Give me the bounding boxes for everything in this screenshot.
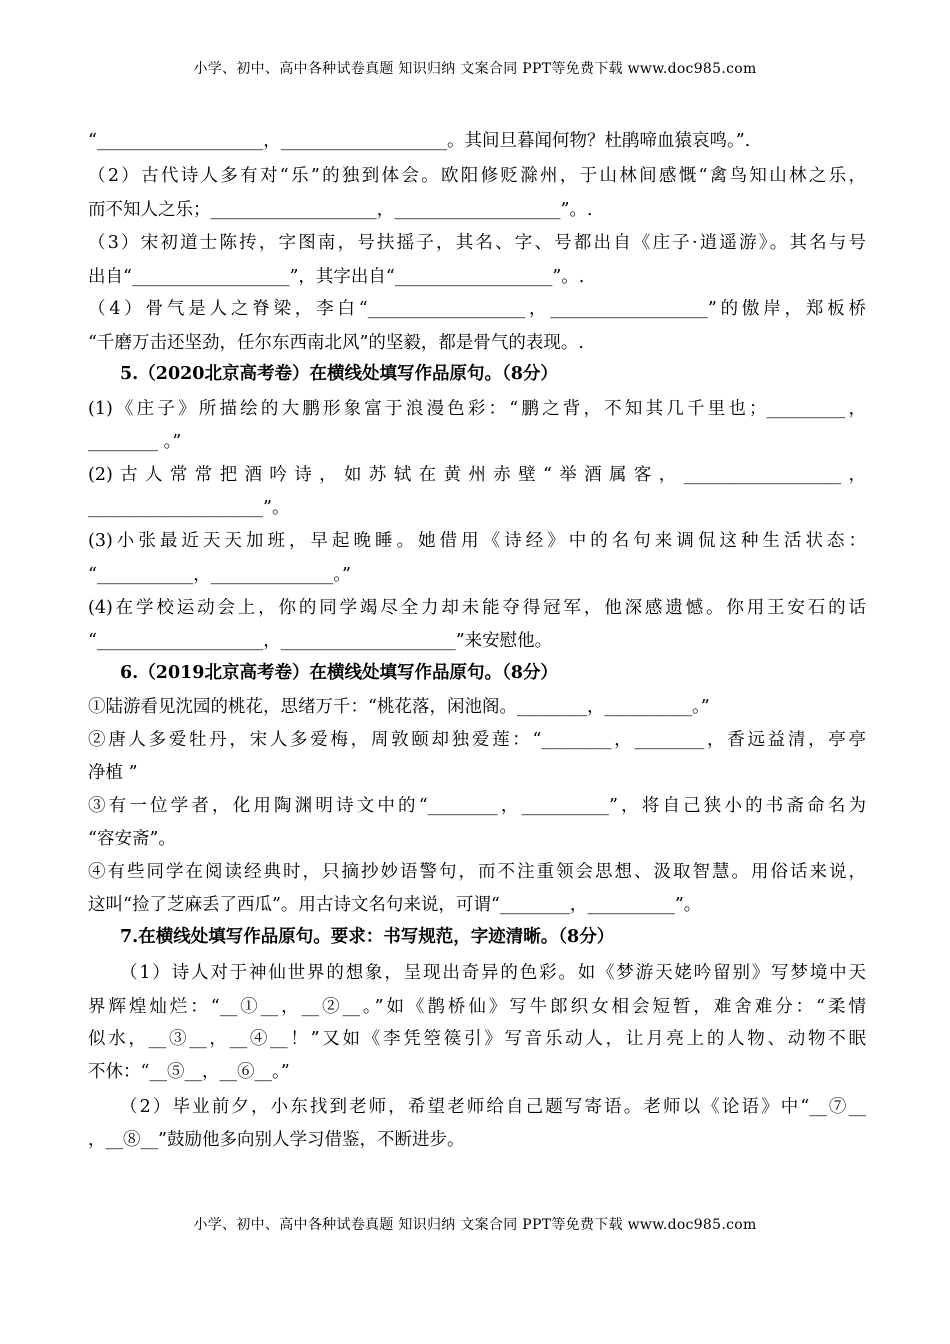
line-5-2: (2)古人常常把酒吟诗，如苏轼在黄州赤壁“举酒属客，__________________，: [88, 465, 866, 485]
line-6-4: ④有些同学在阅读经典时，只摘抄妙语警句，而不注重领会思想、汲取智慧。用俗话来说，: [88, 862, 866, 882]
line-7-2: （2）毕业前夕，小东找到老师，希望老师给自己题写寄语。老师以《论语》中“__⑦__: [120, 1097, 866, 1117]
line-4-3-cont: 出自“__________________”，其字出自“__________________”。.: [88, 267, 585, 287]
line-6-3-cont: “容安斋”。: [88, 829, 176, 849]
line-5-2-cont: ____________________”。: [88, 498, 290, 518]
line-7-1-cont-b: 似水，__③__，__④__！”又如《李凭箜篌引》写音乐动人，让月亮上的人物、动物不眠: [88, 1029, 866, 1049]
line-6-3: ③有一位学者，化用陶渊明诗文中的“________，__________”，将自己狭小的书斋命名为: [88, 796, 866, 816]
line-5-3: (3)小张最近天天加班，早起晚睡。她借用《诗经》中的名句来调侃这种生活状态：: [88, 531, 866, 551]
line-6-1: ①陆游看见沈园的桃花，思绪万千：“桃花落，闲池阁。________，__________。”: [88, 697, 710, 717]
line-4-3: （3）宋初道士陈抟，字图南，号扶摇子，其名、字、号都出自《庄子·逍遥游》。其名与号: [88, 233, 866, 253]
line-5-1: (1)《庄子》所描绘的大鹏形象富于浪漫色彩：“鹏之背，不知其几千里也；_________，: [88, 399, 866, 419]
line-6-2-cont: 净植 ”: [88, 763, 138, 783]
line-5-1-cont: ________ 。”: [88, 432, 182, 452]
line-4-2-cont: 而不知人之乐；___________________，___________________”。.: [88, 200, 593, 220]
line-4-4-cont: “千磨万击还坚劲，任尔东西南北风”的坚毅，都是骨气的表现。.: [88, 333, 584, 353]
line-7-2-cont: ，__⑧__”鼓励他多向别人学习借鉴，不断进步。: [88, 1130, 465, 1150]
line-7-1-cont-c: 不休：“__⑤__，__⑥__。”: [88, 1062, 290, 1082]
line-5-4: (4)在学校运动会上，你的同学竭尽全力却未能夺得冠军，他深感遗憾。你用王安石的话: [88, 598, 866, 618]
question-7-heading: 7.在横线处填写作品原句。要求：书写规范，字迹清晰。（8分）: [120, 927, 615, 947]
line-5-4-cont: “___________________，____________________”来安慰他。: [88, 631, 553, 651]
line-6-4-cont: 这叫“捡了芝麻丢了西瓜”。用古诗文名句来说，可谓“________，__________”。: [88, 895, 702, 915]
line-4-2: （2）古代诗人多有对“乐”的独到体会。欧阳修贬滁州，于山林间感慨“禽鸟知山林之乐，: [88, 166, 866, 186]
page-footer: 小学、初中、高中各种试卷真题 知识归纳 文案合同 PPT等免费下载 www.doc985.com: [193, 1217, 757, 1233]
line-4-4: （4）骨气是人之脊梁，李白“__________________，__________________”的傲岸，郑板桥: [88, 299, 866, 319]
line-4-1-cont: “___________________，___________________。其间旦暮闻何物？杜鹃啼血猿哀鸣。”.: [88, 131, 751, 151]
question-5-heading: 5.（2020北京高考卷）在横线处填写作品原句。（8分）: [120, 364, 558, 384]
document-body: [88, 0, 866, 1344]
line-7-1: （1）诗人对于神仙世界的想象，呈现出奇异的色彩。如《梦游天姥吟留别》写梦境中天: [120, 963, 866, 983]
line-5-3-cont: “___________，______________。”: [88, 565, 351, 585]
question-6-heading: 6.（2019北京高考卷）在横线处填写作品原句。（8分）: [120, 663, 558, 683]
line-7-1-cont-a: 界辉煌灿烂：“__①__，__②__。”如《鹊桥仙》写牛郎织女相会短暂，难舍难分：“柔情: [88, 997, 866, 1017]
line-6-2: ②唐人多爱牡丹，宋人多爱梅，周敦颐却独爱莲：“________，________，香远益清，亭亭: [88, 730, 866, 750]
page-header: 小学、初中、高中各种试卷真题 知识归纳 文案合同 PPT等免费下载 www.doc985.com: [193, 61, 757, 77]
